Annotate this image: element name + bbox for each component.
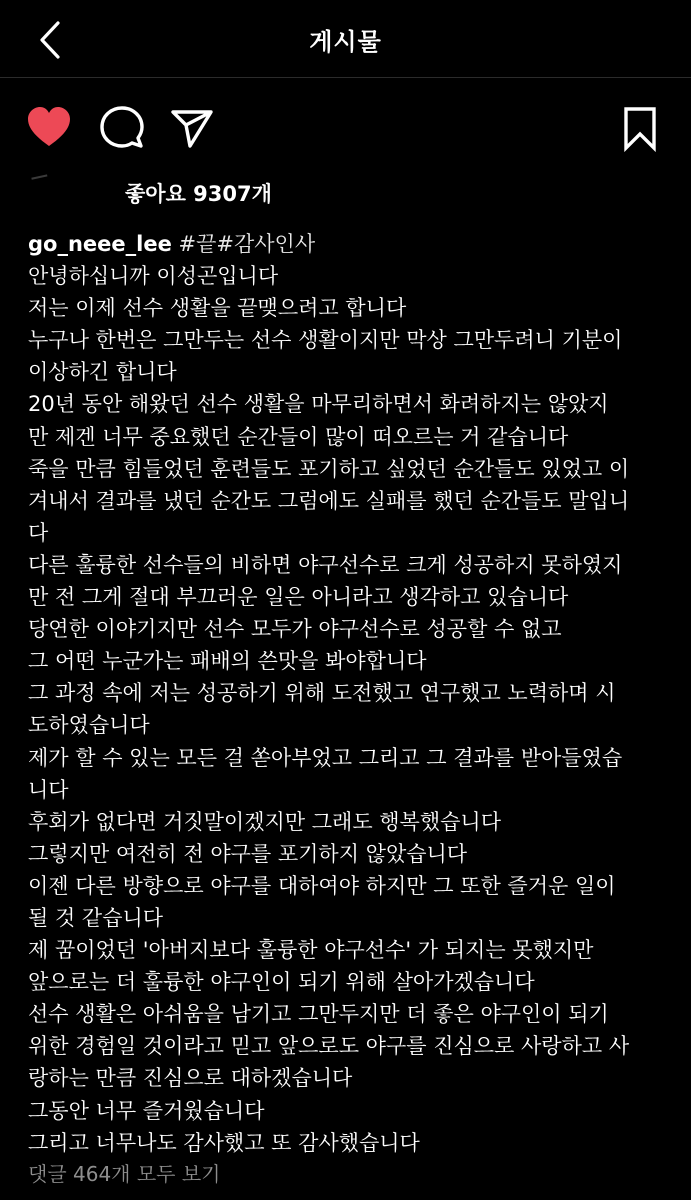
likes-count[interactable]: 좋아요 9307개 xyxy=(125,182,272,206)
caption-line: 도하였습니다 xyxy=(28,713,150,738)
caption-line: 제가 할 수 있는 모든 걸 쏟아부었고 그리고 그 결과를 받아들였습 xyxy=(28,745,623,770)
caption-line: 다른 훌륭한 선수들의 비하면 야구선수로 크게 성공하지 못하였지 xyxy=(28,552,623,577)
caption-line: 그동안 너무 즐거웠습니다 xyxy=(28,1098,265,1123)
caption-line: 그 과정 속에 저는 성공하기 위해 도전했고 연구했고 노력하며 시 xyxy=(28,681,616,706)
send-icon xyxy=(168,104,216,152)
post-header xyxy=(0,0,691,78)
caption-header-line xyxy=(28,228,668,260)
caption-line: 만 제겐 너무 중요했던 순간들이 많이 떠오르는 거 같습니다 xyxy=(28,424,569,449)
caption-line: 그렇지만 여전히 전 야구를 포기하지 않았습니다 xyxy=(28,841,468,866)
caption-line: 이상하긴 합니다 xyxy=(28,360,177,385)
caption-line: 선수 생활은 아쉬움을 남기고 그만두지만 더 좋은 야구인이 되기 xyxy=(28,1002,609,1027)
caption-line: 그리고 너무나도 감사했고 또 감사했습니다 xyxy=(28,1130,420,1155)
page-title: 게시물 xyxy=(309,28,382,56)
caption-line: 랑하는 만큼 진심으로 대하겠습니다 xyxy=(28,1066,353,1091)
caption-line: 위한 경험일 것이라고 믿고 앞으로도 야구를 진심으로 사랑하고 사 xyxy=(28,1034,630,1059)
post-hashtags[interactable]: #끝#감사인사 xyxy=(171,232,316,256)
save-button[interactable] xyxy=(616,104,664,152)
comment-button[interactable] xyxy=(98,104,146,152)
liker-avatar xyxy=(31,174,48,185)
post-username[interactable]: go_neee_lee xyxy=(28,232,172,256)
caption-line: 후회가 없다면 거짓말이겠지만 그래도 행복했습니다 xyxy=(28,809,501,834)
caption-line: 만 전 그게 절대 부끄러운 일은 아니라고 생각하고 있습니다 xyxy=(28,585,569,610)
bookmark-icon xyxy=(616,104,664,152)
caption-line: 그 어떤 누군가는 패배의 쓴맛을 봐야합니다 xyxy=(28,649,427,674)
caption-line: 안녕하십니까 이성곤입니다 xyxy=(28,264,279,289)
caption-line: 이젠 다른 방향으로 야구를 대하여야 하지만 그 또한 즐거운 일이 xyxy=(28,873,616,898)
comment-icon xyxy=(98,104,146,152)
caption-line: 저는 이제 선수 생활을 끝맺으려고 합니다 xyxy=(28,296,407,321)
caption-line: 죽을 만큼 힘들었던 훈련들도 포기하고 싶었던 순간들도 있었고 이 xyxy=(28,456,630,481)
like-button[interactable] xyxy=(25,104,73,152)
caption-line: 20년 동안 해왔던 선수 생활을 마무리하면서 화려하지는 않았지 xyxy=(28,392,609,417)
caption-line: 니다 xyxy=(28,777,69,802)
caption-line: 될 것 같습니다 xyxy=(28,905,164,930)
view-all-comments-link[interactable]: 댓글 464개 모두 보기 xyxy=(28,1162,221,1186)
caption-line: 앞으로는 더 훌륭한 야구인이 되기 위해 살아가겠습니다 xyxy=(28,970,535,995)
caption-line: 겨내서 결과를 냈던 순간도 그럼에도 실패를 했던 순간들도 말입니 xyxy=(28,488,630,513)
caption-line: 누구나 한번은 그만두는 선수 생활이지만 막상 그만두려니 기분이 xyxy=(28,328,623,353)
share-button[interactable] xyxy=(168,104,216,152)
caption-line: 제 꿈이었던 '아버지보다 훌륭한 야구선수' 가 되지는 못했지만 xyxy=(28,938,594,963)
caption-line: 다 xyxy=(28,520,49,545)
post-action-bar xyxy=(0,96,691,156)
caption-line: 당연한 이야기지만 선수 모두가 야구선수로 성공할 수 없고 xyxy=(28,617,562,642)
heart-filled-icon xyxy=(25,104,73,152)
post-caption xyxy=(28,228,668,1159)
